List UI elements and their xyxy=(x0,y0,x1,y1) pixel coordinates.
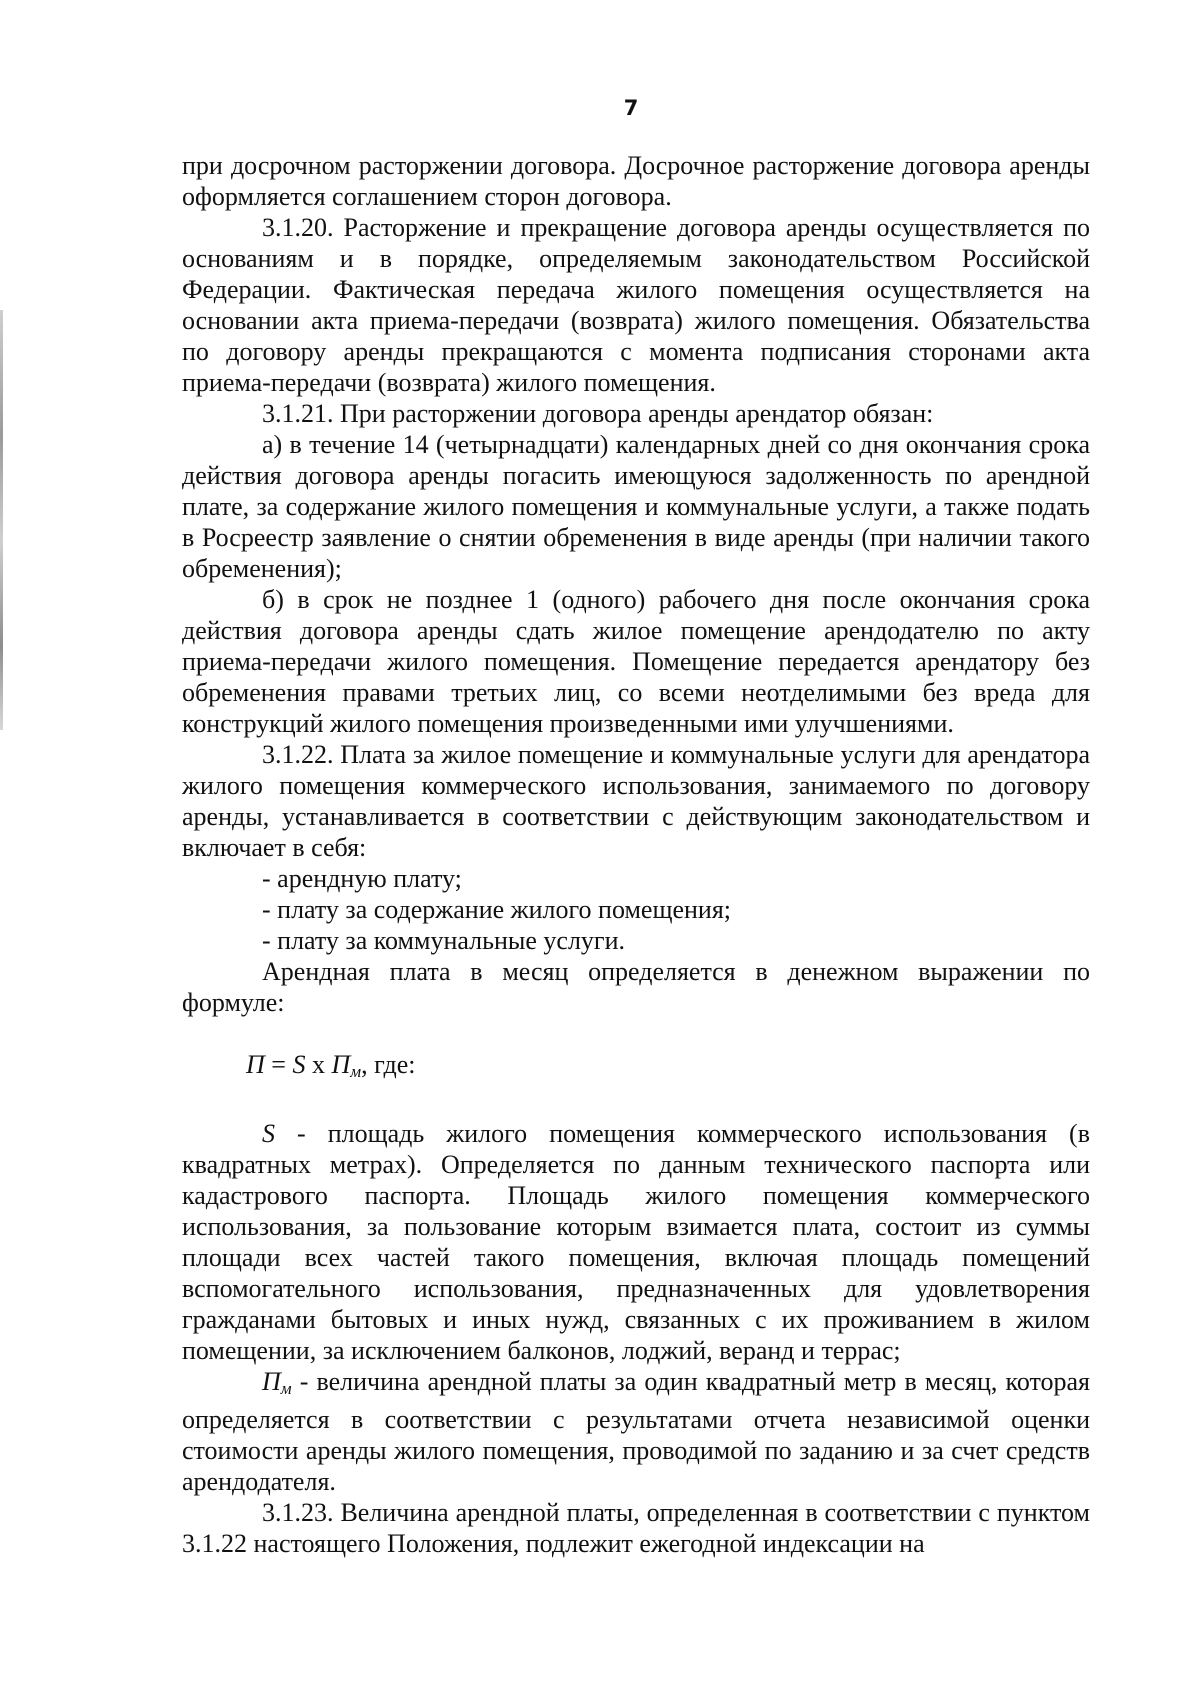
symbol-s: S xyxy=(262,1119,275,1148)
definition-pm xyxy=(182,1366,1090,1497)
paragraph-continuation: при досрочном расторжении договора. Досрочное расторжение договора аренды оформляется соглашением сторон договора. xyxy=(182,151,1090,211)
list-item-rent: - арендную плату; xyxy=(262,864,462,893)
clause-3-1-23: 3.1.23. Величина арендной платы, определенная в соответствии с пунктом 3.1.22 настоящего Положения, подлежит ежегодной индексации на xyxy=(182,1498,1090,1558)
scan-edge-artifact xyxy=(0,310,3,730)
formula-pm-subscript: м xyxy=(350,1062,362,1081)
formula-lhs: П xyxy=(246,1050,265,1079)
formula-s: S xyxy=(292,1050,306,1079)
definition-pm-text: - величина арендной платы за один квадратный метр в месяц, которая определяется в соответствии с результатами отчета независимой оценки стоимости аренды жилого помещения, проводимой по заданию и за счет средств арендодателя. xyxy=(182,1367,1090,1496)
formula-times: x xyxy=(305,1050,332,1079)
symbol-pm: П xyxy=(262,1367,281,1396)
rent-formula xyxy=(182,1049,1090,1087)
symbol-pm-subscript: м xyxy=(280,1379,292,1398)
page-number: 7 xyxy=(623,96,639,120)
list-item-maintenance: - плату за содержание жилого помещения; xyxy=(262,895,732,924)
subclause-b: б) в срок не позднее 1 (одного) рабочего дня после окончания срока действия договора аренды сдать жилое помещение арендодателю по акту приема-передачи жилого помещения. Помещение передается арендатору без обременения правами третьих лиц, со всеми неотделимыми без вреда для конструкций жилого помещения произведенными ими улучшениями. xyxy=(182,585,1090,738)
clause-3-1-21: 3.1.21. При расторжении договора аренды арендатор обязан: xyxy=(262,399,934,428)
clause-3-1-22: 3.1.22. Плата за жилое помещение и коммунальные услуги для арендатора жилого помещения коммерческого использования, занимаемого по договору аренды, устанавливается в соответствии с действующим законодательством и включает в себя: xyxy=(182,740,1090,862)
formula-intro: Арендная плата в месяц определяется в денежном выражении по формуле: xyxy=(182,957,1090,1017)
formula-pm: П xyxy=(331,1050,351,1079)
formula-equals: = xyxy=(264,1050,293,1079)
clause-3-1-20: 3.1.20. Расторжение и прекращение договора аренды осуществляется по основаниям и в порядке, определяемым законодательством Российской Федерации. Фактическая передача жилого помещения осуществляется на основании акта приема-передачи (возврата) жилого помещения. Обязательства по договору аренды прекращаются с момента подписания сторонами акта приема-передачи (возврата) жилого помещения. xyxy=(182,213,1090,397)
definition-s-text: - площадь жилого помещения коммерческого использования (в квадратных метрах). Определяется по данным технического паспорта или кадастрового паспорта. Площадь жилого помещения коммерческого использования, за пользование которым взимается плата, состоит из суммы площади всех частей такого помещения, включая площадь помещений вспомогательного использования, предназначенных для удовлетворения гражданами бытовых и иных нужд, связанных с их проживанием в жилом помещении, за исключением балконов, лоджий, веранд и террас; xyxy=(182,1119,1090,1365)
subclause-a: а) в течение 14 (четырнадцати) календарных дней со дня окончания срока действия договора аренды погасить имеющуюся задолженность по арендной плате, за содержание жилого помещения и коммунальные услуги, а также подать в Росреестр заявление о снятии обременения в виде аренды (при наличии такого обременения); xyxy=(182,430,1090,583)
document-body xyxy=(182,150,1090,1559)
formula-tail: , где: xyxy=(361,1050,416,1079)
list-item-utilities: - плату за коммунальные услуги. xyxy=(262,926,625,955)
definition-s xyxy=(182,1118,1090,1366)
